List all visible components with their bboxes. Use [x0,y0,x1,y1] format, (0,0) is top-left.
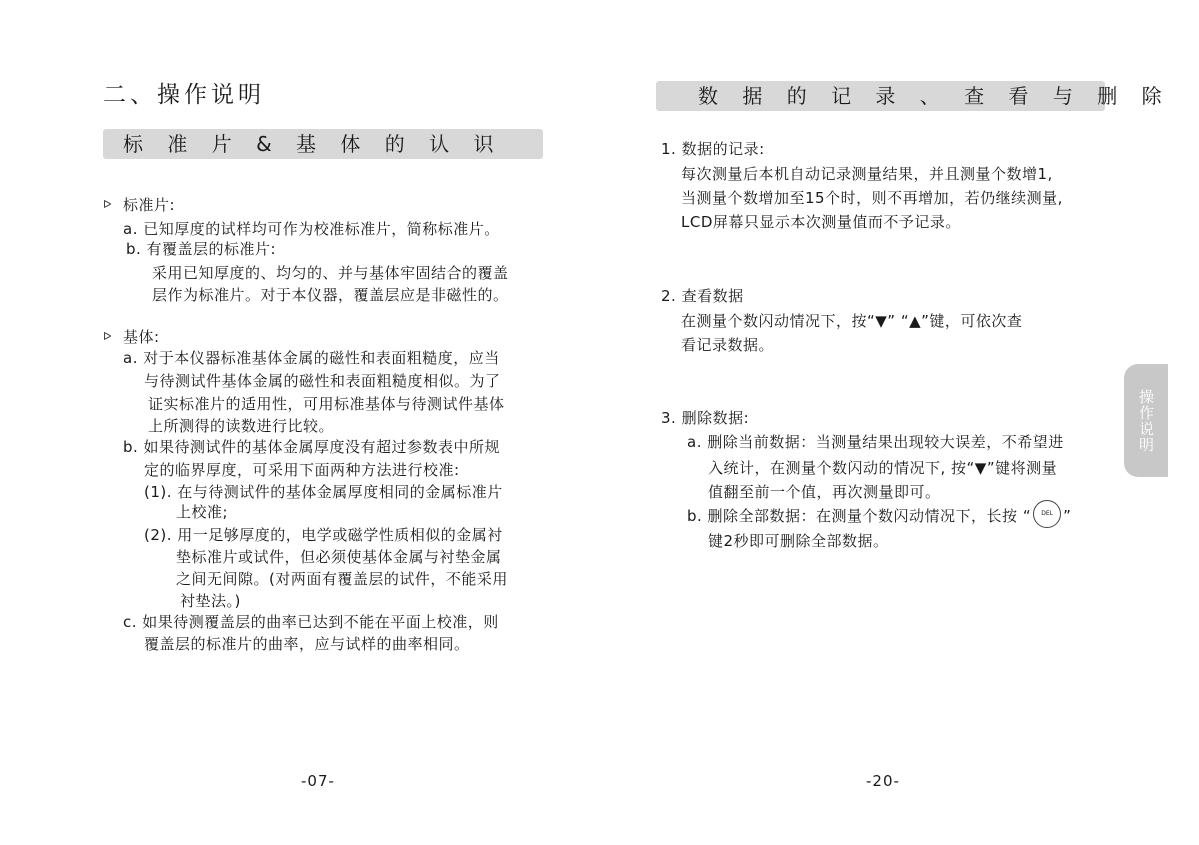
base-label: 基体: [123,328,160,346]
delete-a-line1: a. 删除当前数据：当测量结果出现较大误差，不希望进 [687,433,1064,451]
standard-piece-a: a. 已知厚度的试样均可作为校准标准片，简称标准片。 [123,220,500,238]
view-line1: 在测量个数闪动情况下，按“▼” “▲”键，可依次查 [681,312,1023,330]
standard-piece-b: b. 有覆盖层的标准片: [126,240,277,258]
delete-b-line1-text: b. 删除全部数据：在测量个数闪动情况下，长按 “ [687,507,1032,525]
del-key-icon: DEL [1033,500,1061,528]
base-a-line3: 证实标准片的适用性，可用标准基体与待测试件基体 [148,395,505,413]
bullet-icon: ᐅ [103,330,112,343]
left-page-number: -07- [301,772,335,790]
section-heading: 二、操作说明 [103,82,265,108]
side-tab-label: 操作说明 [1137,388,1155,453]
delete-a-line3: 值翻至前一个值，再次测量即可。 [708,483,941,501]
right-section-bar [656,81,1171,111]
side-tab [1124,364,1168,477]
record-line2: 当测量个数增加至15个时，则不再增加，若仍继续测量, [681,189,1063,207]
left-section-bar [103,129,543,159]
standard-piece-b-line1: 采用已知厚度的、均匀的、并与基体牢固结合的覆盖 [152,264,509,282]
base-a-line2: 与待测试件基体金属的磁性和表面粗糙度相似。为了 [144,372,501,390]
base-c-line1: c. 如果待测覆盖层的曲率已达到不能在平面上校准，则 [123,613,499,631]
delete-a-line2: 入统计，在测量个数闪动的情况下, 按“▼”键将测量 [708,459,1058,477]
delete-title: 3. 删除数据: [661,409,750,427]
bullet-icon: ᐅ [103,198,112,211]
delete-b-line1 [687,504,1071,528]
base-b-method1-line2: 上校准; [176,503,229,521]
right-section-bar-title: 数 据 的 记 录 、 查 看 与 删 除 [698,84,1171,108]
view-line2: 看记录数据。 [681,336,775,354]
record-title: 1. 数据的记录: [661,140,765,158]
base-b-line2: 定的临界厚度，可采用下面两种方法进行校准: [144,461,460,479]
base-b-method1-line1: (1). 在与待测试件的基体金属厚度相同的金属标准片 [144,483,503,501]
record-line1: 每次测量后本机自动记录测量结果，并且测量个数增1, [681,165,1053,183]
base-b-method2-line1: (2). 用一足够厚度的，电学或磁学性质相似的金属衬 [144,526,503,544]
base-b-line1: b. 如果待测试件的基体金属厚度没有超过参数表中所规 [123,438,501,456]
right-page-number: -20- [866,772,900,790]
left-section-bar-title: 标 准 片 & 基 体 的 认 识 [123,132,503,156]
base-a-line1: a. 对于本仪器标准基体金属的磁性和表面粗糙度，应当 [123,349,500,367]
delete-b-close-quote: ” [1063,507,1072,525]
base-b-method2-line4: 衬垫法。) [180,592,241,610]
standard-piece-label: 标准片: [123,196,176,214]
view-title: 2. 查看数据 [661,287,744,305]
delete-b-line2: 键2秒即可删除全部数据。 [708,532,889,550]
standard-piece-b-line2: 层作为标准片。对于本仪器，覆盖层应是非磁性的。 [152,286,509,304]
base-a-line4: 上所测得的读数进行比较。 [148,417,335,435]
base-b-method2-line2: 垫标准片或试件，但必须使基体金属与衬垫金属 [176,548,502,566]
base-b-method2-line3: 之间无间隙。(对两面有覆盖层的试件，不能采用 [176,570,508,588]
record-line3: LCD屏幕只显示本次测量值而不予记录。 [681,213,961,231]
base-c-line2: 覆盖层的标准片的曲率，应与试样的曲率相同。 [144,635,470,653]
